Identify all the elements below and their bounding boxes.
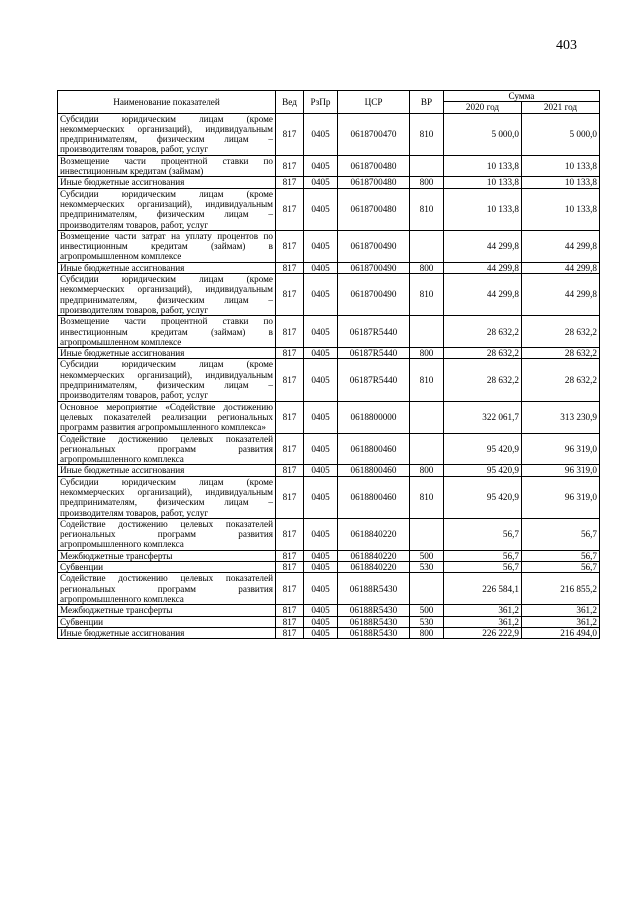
cell-ved: 817	[276, 316, 304, 348]
cell-2021: 10 133,8	[522, 188, 600, 230]
cell-vr	[410, 316, 444, 348]
table-row	[58, 616, 600, 627]
header-csr: ЦСР	[338, 91, 410, 114]
cell-2021: 5 000,0	[522, 113, 600, 155]
table-row	[58, 573, 600, 605]
cell-rzpr: 0405	[304, 113, 338, 155]
cell-2020: 95 420,9	[444, 433, 522, 465]
cell-vr: 810	[410, 359, 444, 401]
table-row	[58, 550, 600, 561]
cell-ved: 817	[276, 605, 304, 616]
cell-ved: 817	[276, 433, 304, 465]
cell-name: Иные бюджетные ассигнования	[58, 348, 276, 359]
cell-2020: 56,7	[444, 550, 522, 561]
cell-name: Межбюджетные трансферты	[58, 550, 276, 561]
cell-csr: 06188R5430	[338, 573, 410, 605]
cell-name: Иные бюджетные ассигнования	[58, 627, 276, 638]
cell-2020: 226 584,1	[444, 573, 522, 605]
cell-name: Возмещение части процентной ставки по инвестиционным кредитам (займам)	[58, 155, 276, 177]
cell-vr	[410, 155, 444, 177]
header-sum: Сумма	[444, 91, 600, 102]
header-vr: ВР	[410, 91, 444, 114]
cell-2021: 216 494,0	[522, 627, 600, 638]
cell-rzpr: 0405	[304, 433, 338, 465]
cell-rzpr: 0405	[304, 188, 338, 230]
cell-2020: 28 632,2	[444, 316, 522, 348]
cell-csr: 0618800000	[338, 401, 410, 433]
cell-name: Субвенции	[58, 616, 276, 627]
cell-vr: 810	[410, 274, 444, 316]
cell-ved: 817	[276, 262, 304, 273]
cell-vr	[410, 230, 444, 262]
table-row	[58, 433, 600, 465]
header-name: Наименование показателей	[58, 91, 276, 114]
cell-name: Субвенции	[58, 562, 276, 573]
cell-rzpr: 0405	[304, 605, 338, 616]
cell-ved: 817	[276, 155, 304, 177]
cell-csr: 0618700490	[338, 274, 410, 316]
cell-2021: 10 133,8	[522, 177, 600, 188]
cell-rzpr: 0405	[304, 230, 338, 262]
cell-2020: 28 632,2	[444, 348, 522, 359]
cell-rzpr: 0405	[304, 262, 338, 273]
cell-vr: 800	[410, 177, 444, 188]
cell-ved: 817	[276, 177, 304, 188]
table-row	[58, 177, 600, 188]
page-number: 403	[556, 38, 577, 53]
cell-2021: 216 855,2	[522, 573, 600, 605]
cell-2021: 28 632,2	[522, 348, 600, 359]
table-row	[58, 465, 600, 476]
cell-rzpr: 0405	[304, 616, 338, 627]
budget-table	[57, 90, 600, 639]
cell-2021: 56,7	[522, 550, 600, 561]
cell-ved: 817	[276, 550, 304, 561]
cell-2021: 44 299,8	[522, 230, 600, 262]
cell-2020: 44 299,8	[444, 274, 522, 316]
cell-csr: 0618800460	[338, 433, 410, 465]
cell-vr: 810	[410, 188, 444, 230]
cell-name: Иные бюджетные ассигнования	[58, 177, 276, 188]
cell-2021: 28 632,2	[522, 316, 600, 348]
cell-2020: 56,7	[444, 562, 522, 573]
cell-ved: 817	[276, 476, 304, 518]
cell-rzpr: 0405	[304, 518, 338, 550]
cell-2020: 226 222,9	[444, 627, 522, 638]
table-row	[58, 518, 600, 550]
cell-csr: 0618840220	[338, 550, 410, 561]
cell-2021: 361,2	[522, 616, 600, 627]
cell-rzpr: 0405	[304, 573, 338, 605]
cell-2020: 5 000,0	[444, 113, 522, 155]
cell-vr	[410, 433, 444, 465]
cell-name: Межбюджетные трансферты	[58, 605, 276, 616]
cell-csr: 0618800460	[338, 465, 410, 476]
cell-name: Содействие достижению целевых показателей региональных программ развития агропромышленного комплекса	[58, 573, 276, 605]
cell-ved: 817	[276, 573, 304, 605]
cell-ved: 817	[276, 562, 304, 573]
cell-csr: 06188R5430	[338, 616, 410, 627]
cell-name: Субсидии юридическим лицам (кроме некоммерческих организаций), индивидуальным предпринимателям, физическим лицам – производителям товаров, работ, услуг	[58, 274, 276, 316]
cell-csr: 06187R5440	[338, 316, 410, 348]
cell-vr: 810	[410, 476, 444, 518]
table-row	[58, 401, 600, 433]
cell-name: Субсидии юридическим лицам (кроме некоммерческих организаций), индивидуальным предпринимателям, физическим лицам – производителям товаров, работ, услуг	[58, 476, 276, 518]
cell-name: Иные бюджетные ассигнования	[58, 465, 276, 476]
cell-name: Содействие достижению целевых показателей региональных программ развития агропромышленного комплекса	[58, 433, 276, 465]
cell-2020: 95 420,9	[444, 465, 522, 476]
cell-csr: 0618700480	[338, 188, 410, 230]
table-row	[58, 605, 600, 616]
cell-2021: 56,7	[522, 518, 600, 550]
cell-ved: 817	[276, 616, 304, 627]
cell-2020: 56,7	[444, 518, 522, 550]
cell-2020: 44 299,8	[444, 230, 522, 262]
table-row	[58, 230, 600, 262]
header-rzpr: РзПр	[304, 91, 338, 114]
cell-rzpr: 0405	[304, 359, 338, 401]
cell-rzpr: 0405	[304, 274, 338, 316]
cell-name: Иные бюджетные ассигнования	[58, 262, 276, 273]
cell-vr: 500	[410, 605, 444, 616]
cell-ved: 817	[276, 359, 304, 401]
cell-2021: 313 230,9	[522, 401, 600, 433]
cell-ved: 817	[276, 401, 304, 433]
cell-rzpr: 0405	[304, 316, 338, 348]
cell-rzpr: 0405	[304, 348, 338, 359]
table-row	[58, 188, 600, 230]
cell-2021: 56,7	[522, 562, 600, 573]
cell-vr	[410, 518, 444, 550]
cell-2020: 95 420,9	[444, 476, 522, 518]
table-row	[58, 262, 600, 273]
cell-name: Содействие достижению целевых показателей региональных программ развития агропромышленного комплекса	[58, 518, 276, 550]
cell-2020: 10 133,8	[444, 188, 522, 230]
cell-2021: 96 319,0	[522, 476, 600, 518]
cell-rzpr: 0405	[304, 627, 338, 638]
table-body	[58, 113, 600, 639]
table-row	[58, 476, 600, 518]
cell-rzpr: 0405	[304, 155, 338, 177]
cell-2021: 361,2	[522, 605, 600, 616]
cell-2020: 10 133,8	[444, 155, 522, 177]
cell-vr	[410, 401, 444, 433]
cell-name: Возмещение части затрат на уплату процентов по инвестиционным кредитам (займам) в агропромышленном комплексе	[58, 230, 276, 262]
cell-csr: 06187R5440	[338, 359, 410, 401]
table-row	[58, 562, 600, 573]
cell-vr: 500	[410, 550, 444, 561]
table-row	[58, 155, 600, 177]
cell-vr: 810	[410, 113, 444, 155]
cell-vr: 800	[410, 465, 444, 476]
cell-2020: 44 299,8	[444, 262, 522, 273]
cell-name: Субсидии юридическим лицам (кроме некоммерческих организаций), индивидуальным предпринимателям, физическим лицам – производителям товаров, работ, услуг	[58, 359, 276, 401]
cell-vr	[410, 573, 444, 605]
table-row	[58, 274, 600, 316]
cell-2020: 28 632,2	[444, 359, 522, 401]
cell-csr: 06188R5430	[338, 627, 410, 638]
table-row	[58, 348, 600, 359]
cell-vr: 530	[410, 562, 444, 573]
cell-2020: 322 061,7	[444, 401, 522, 433]
cell-rzpr: 0405	[304, 550, 338, 561]
table-row	[58, 316, 600, 348]
header-2020: 2020 год	[444, 102, 522, 113]
cell-ved: 817	[276, 188, 304, 230]
cell-name: Субсидии юридическим лицам (кроме некоммерческих организаций), индивидуальным предпринимателям, физическим лицам – производителям товаров, работ, услуг	[58, 188, 276, 230]
cell-rzpr: 0405	[304, 562, 338, 573]
cell-csr: 0618700470	[338, 113, 410, 155]
cell-csr: 0618700480	[338, 177, 410, 188]
cell-vr: 530	[410, 616, 444, 627]
header-2021: 2021 год	[522, 102, 600, 113]
cell-rzpr: 0405	[304, 401, 338, 433]
cell-csr: 0618800460	[338, 476, 410, 518]
cell-2021: 44 299,8	[522, 274, 600, 316]
cell-csr: 0618700490	[338, 230, 410, 262]
cell-2020: 10 133,8	[444, 177, 522, 188]
cell-ved: 817	[276, 113, 304, 155]
table-row	[58, 627, 600, 638]
cell-rzpr: 0405	[304, 177, 338, 188]
cell-2020: 361,2	[444, 605, 522, 616]
table-row	[58, 359, 600, 401]
cell-rzpr: 0405	[304, 476, 338, 518]
cell-ved: 817	[276, 465, 304, 476]
cell-ved: 817	[276, 348, 304, 359]
cell-ved: 817	[276, 274, 304, 316]
header-ved: Вед	[276, 91, 304, 114]
cell-csr: 06188R5430	[338, 605, 410, 616]
cell-name: Возмещение части процентной ставки по инвестиционным кредитам (займам) в агропромышленном комплексе	[58, 316, 276, 348]
cell-ved: 817	[276, 230, 304, 262]
cell-2021: 10 133,8	[522, 155, 600, 177]
table-row	[58, 113, 600, 155]
cell-csr: 0618700480	[338, 155, 410, 177]
cell-2021: 96 319,0	[522, 433, 600, 465]
cell-csr: 06187R5440	[338, 348, 410, 359]
cell-csr: 0618700490	[338, 262, 410, 273]
cell-rzpr: 0405	[304, 465, 338, 476]
cell-2021: 44 299,8	[522, 262, 600, 273]
cell-2021: 28 632,2	[522, 359, 600, 401]
cell-ved: 817	[276, 518, 304, 550]
table-header	[58, 91, 600, 114]
cell-csr: 0618840220	[338, 518, 410, 550]
cell-ved: 817	[276, 627, 304, 638]
cell-2020: 361,2	[444, 616, 522, 627]
cell-2021: 96 319,0	[522, 465, 600, 476]
cell-name: Субсидии юридическим лицам (кроме некоммерческих организаций), индивидуальным предпринимателям, физическим лицам – производителям товаров, работ, услуг	[58, 113, 276, 155]
cell-csr: 0618840220	[338, 562, 410, 573]
cell-vr: 800	[410, 627, 444, 638]
cell-vr: 800	[410, 262, 444, 273]
cell-name: Основное мероприятие «Содействие достижению целевых показателей реализации региональных программ развития агропромышленного комплекса»	[58, 401, 276, 433]
cell-vr: 800	[410, 348, 444, 359]
